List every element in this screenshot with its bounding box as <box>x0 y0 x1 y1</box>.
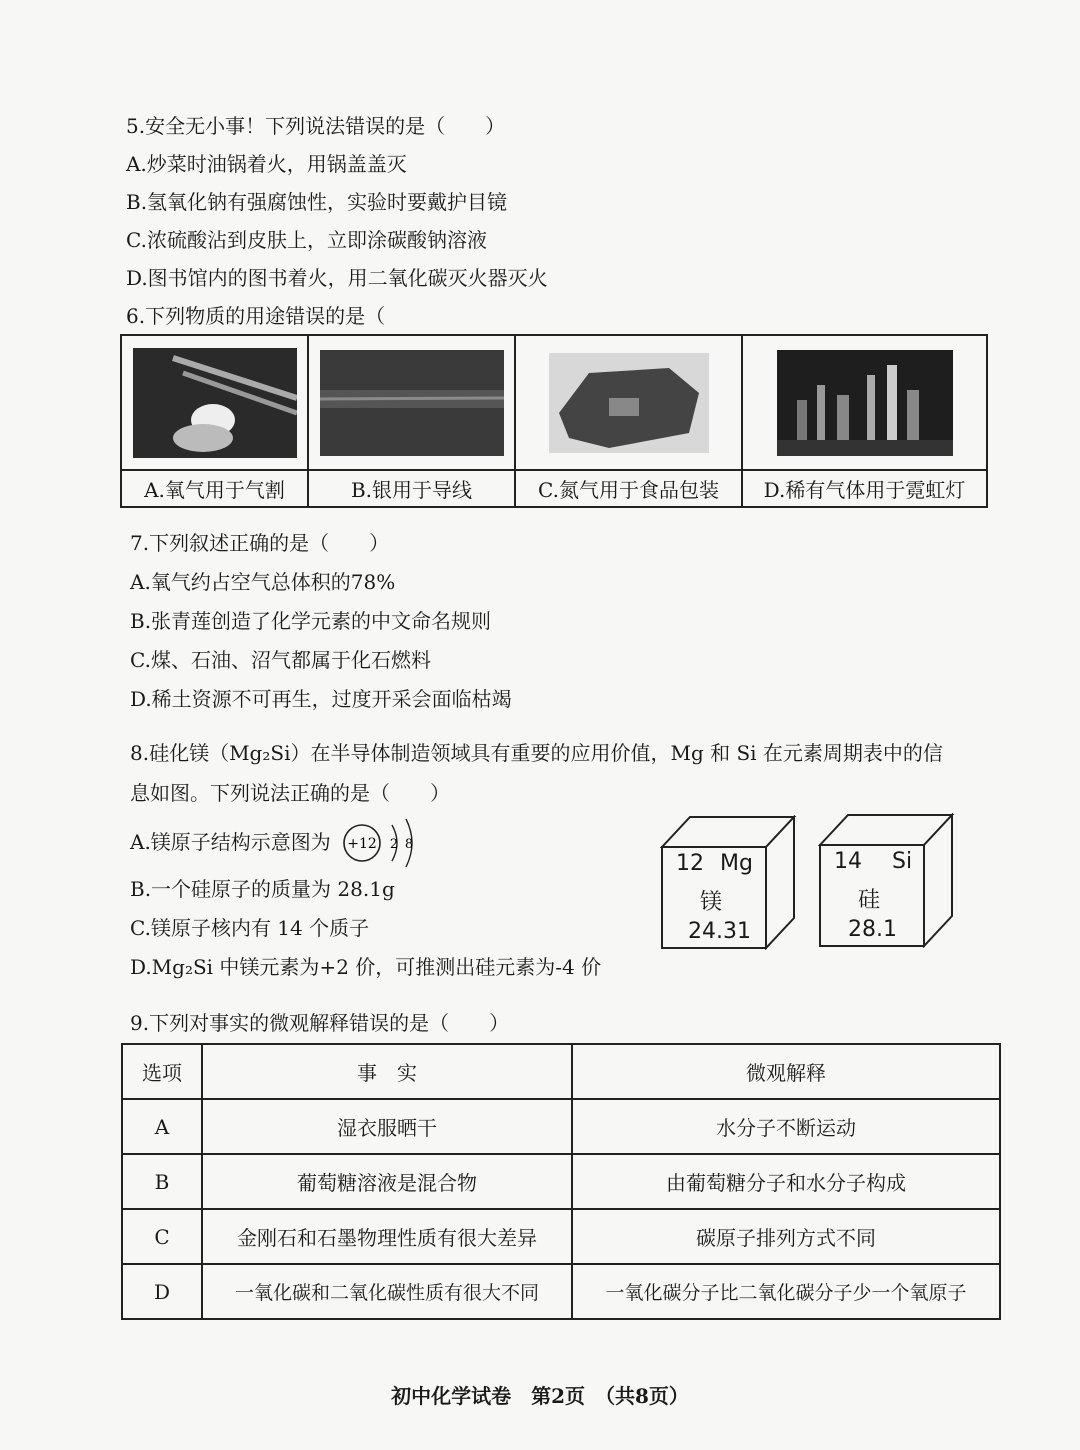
q7-option-c: C.煤、石油、沼气都属于化石燃料 <box>130 648 431 672</box>
element-card-mg <box>660 815 800 950</box>
q9-stem: 9.下列对事实的微观解释错误的是（ ） <box>130 1011 510 1035</box>
q8-option-b: B.一个硅原子的质量为 28.1g <box>130 877 395 901</box>
mg-atomic-number: 12 <box>676 851 704 876</box>
q6-cell-a <box>121 335 308 470</box>
si-atomic-number: 14 <box>834 849 862 874</box>
q9-facts-table <box>121 1043 1001 1320</box>
q6-cell-d <box>742 335 987 470</box>
shell-2-electrons: 8 <box>404 837 414 852</box>
q5-stem: 5.安全无小事！下列说法错误的是（ ） <box>126 114 506 138</box>
page-footer: 初中化学试卷 第2页 （共8页） <box>391 1384 689 1408</box>
row-a-explanation: 水分子不断运动 <box>572 1099 1000 1154</box>
header-explanation: 微观解释 <box>572 1044 1000 1099</box>
neon-lights-photo <box>777 350 953 456</box>
q6-caption-b: B.银用于导线 <box>308 470 515 507</box>
row-c-explanation: 碳原子排列方式不同 <box>572 1209 1000 1264</box>
q6-stem: 6.下列物质的用途错误的是（ <box>126 304 386 328</box>
table-row <box>122 1099 1000 1154</box>
table-row <box>122 1209 1000 1264</box>
table-header-row <box>122 1044 1000 1099</box>
q8-stem-line2: 息如图。下列说法正确的是（ ） <box>130 781 450 805</box>
row-a-option: A <box>122 1099 202 1154</box>
q5-option-d: D.图书馆内的图书着火，用二氧化碳灭火器灭火 <box>126 266 548 290</box>
q6-caption-d: D.稀有气体用于霓虹灯 <box>742 470 987 507</box>
q7-stem: 7.下列叙述正确的是（ ） <box>130 531 390 555</box>
nitrogen-food-package-photo <box>549 353 709 453</box>
oxygen-cutting-photo <box>133 348 297 458</box>
q5-option-b: B.氢氧化钠有强腐蚀性，实验时要戴护目镜 <box>126 190 508 214</box>
q6-caption-a: A.氧气用于气割 <box>121 470 308 507</box>
q7-option-a: A.氧气约占空气总体积的78% <box>130 570 396 594</box>
row-a-fact: 湿衣服晒干 <box>202 1099 572 1154</box>
q6-cell-c <box>515 335 742 470</box>
q7-option-d: D.稀土资源不可再生，过度开采会面临枯竭 <box>130 687 512 711</box>
si-name: 硅 <box>858 888 881 913</box>
si-atomic-mass: 28.1 <box>848 917 897 942</box>
q6-cell-b <box>308 335 515 470</box>
row-b-fact: 葡萄糖溶液是混合物 <box>202 1154 572 1209</box>
q6-caption-c: C.氮气用于食品包装 <box>515 470 742 507</box>
row-d-fact: 一氧化碳和二氧化碳性质有很大不同 <box>202 1264 572 1319</box>
row-d-explanation: 一氧化碳分子比二氧化碳分子少一个氧原子 <box>572 1264 1000 1319</box>
q8-stem-line1: 8.硅化镁（Mg₂Si）在半导体制造领域具有重要的应用价值，Mg 和 Si 在元素周期表中的信 <box>130 741 943 765</box>
silver-wire-photo <box>320 350 504 456</box>
header-option: 选项 <box>122 1044 202 1099</box>
row-c-option: C <box>122 1209 202 1264</box>
mg-symbol: Mg <box>720 851 753 876</box>
magnesium-atom-structure-diagram <box>340 815 430 871</box>
q5-option-a: A.炒菜时油锅着火，用锅盖盖灭 <box>126 152 407 176</box>
mg-name: 镁 <box>700 890 723 915</box>
table-row <box>122 1264 1000 1319</box>
q7-option-b: B.张青莲创造了化学元素的中文命名规则 <box>130 609 492 633</box>
q6-image-table <box>120 334 988 508</box>
q5-option-c: C.浓硫酸沾到皮肤上，立即涂碳酸钠溶液 <box>126 228 487 252</box>
q8-option-d: D.Mg₂Si 中镁元素为+2 价，可推测出硅元素为-4 价 <box>130 955 602 979</box>
nucleus-charge: +12 <box>347 836 377 852</box>
header-fact: 事 实 <box>202 1044 572 1099</box>
q8-option-a: A.镁原子结构示意图为 <box>130 830 331 854</box>
si-symbol: Si <box>892 849 913 874</box>
mg-atomic-mass: 24.31 <box>688 919 751 944</box>
row-b-explanation: 由葡萄糖分子和水分子构成 <box>572 1154 1000 1209</box>
q8-option-c: C.镁原子核内有 14 个质子 <box>130 916 370 940</box>
row-c-fact: 金刚石和石墨物理性质有很大差异 <box>202 1209 572 1264</box>
row-d-option: D <box>122 1264 202 1319</box>
table-row <box>122 1154 1000 1209</box>
row-b-option: B <box>122 1154 202 1209</box>
element-card-si <box>818 813 958 948</box>
shell-1-electrons: 2 <box>389 837 399 852</box>
